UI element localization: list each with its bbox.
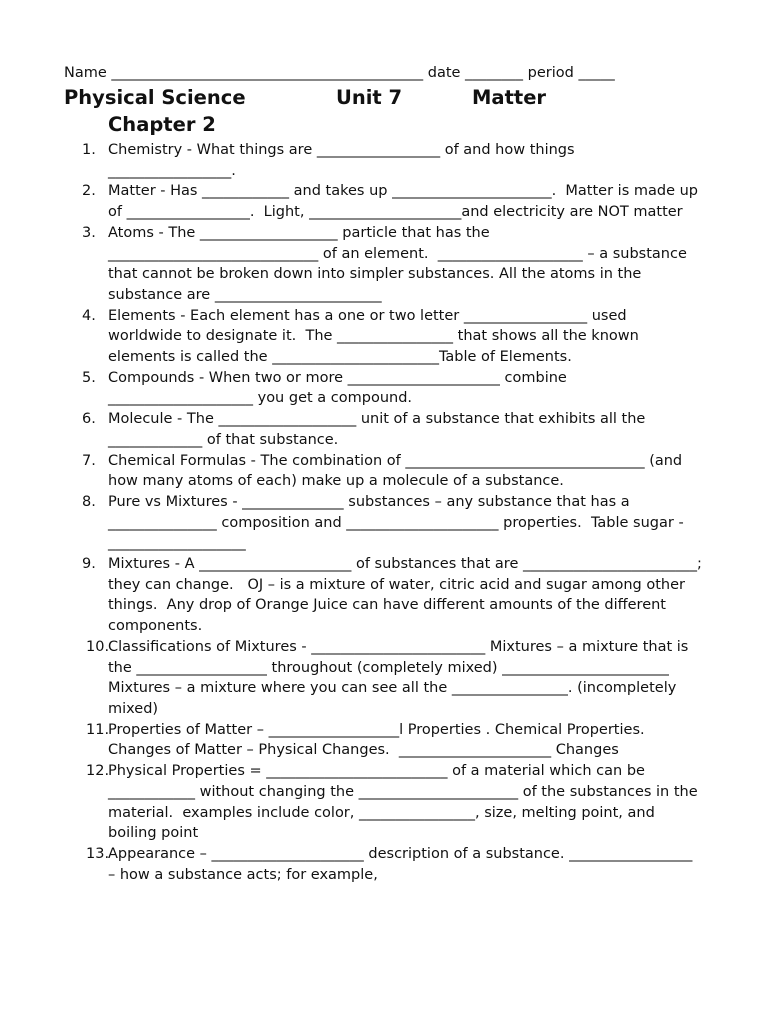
item-text: Matter - Has ____________ and takes up ______________________. Matter is made up of _________________. Light, _____________________and electricity are NOT matter (108, 183, 703, 221)
item-number: 4. (82, 307, 96, 324)
list-item (0, 409, 702, 450)
item-number: 3. (82, 224, 96, 241)
title-row (64, 86, 664, 112)
chapter-title: Chapter 2 (108, 113, 216, 136)
item-number: 11. (86, 721, 110, 738)
list-item (0, 554, 707, 637)
list-item (0, 451, 702, 492)
item-number: 5. (82, 369, 96, 386)
topic-title: Matter (472, 86, 547, 109)
item-number: 12. (86, 763, 110, 780)
item-text: Chemistry - What things are _________________ of and how things _________________. (108, 142, 580, 179)
item-number: 7. (82, 452, 96, 469)
item-text: Chemical Formulas - The combination of _________________________________ (and how many atoms of each) make up a molecule of a substance. (108, 452, 687, 490)
item-text: Elements - Each element has a one or two letter _________________ used worldwide to designate it. The ________________ that shows all the known elements is called the _______________________Table of Elements. (108, 307, 644, 366)
unit-title: Unit 7 (336, 86, 403, 109)
list-item (0, 761, 702, 844)
item-text: Properties of Matter – __________________l Properties . Chemical Properties. Changes of Matter – Physical Changes. _____________________ Changes (108, 721, 654, 759)
item-number: 8. (82, 493, 96, 510)
list-item (0, 140, 702, 181)
list-item (0, 637, 702, 720)
list-item (0, 306, 702, 368)
item-text: Appearance – _____________________ description of a substance. _________________ – how a substance acts; for example, (108, 845, 697, 883)
item-number: 9. (82, 556, 96, 573)
item-number: 13. (86, 845, 110, 862)
item-number: 2. (82, 183, 96, 200)
question-list (0, 140, 770, 885)
list-item (0, 223, 702, 306)
list-item (0, 720, 702, 761)
item-number: 1. (82, 142, 96, 158)
item-text: Mixtures - A _____________________ of substances that are ________________________; they can change. OJ – is a mixture of water, citric acid and sugar among other things. Any drop of Orange Juice can have different amounts of the different components. (108, 556, 707, 635)
item-text: Compounds - When two or more _____________________ combine ____________________ you get a compound. (108, 369, 572, 407)
list-item (0, 181, 702, 222)
list-item (0, 844, 702, 885)
item-number: 10. (86, 638, 110, 655)
item-text: Pure vs Mixtures - ______________ substances – any substance that has a _______________ composition and _____________________ properties. Table sugar - ___________________ (108, 493, 689, 552)
list-item (0, 492, 702, 554)
item-text: Molecule - The ___________________ unit of a substance that exhibits all the _____________ of that substance. (108, 411, 650, 448)
name-date-period-line: Name ___________________________________________ date ________ period _____ (64, 65, 615, 81)
list-item (0, 368, 702, 409)
item-text: Atoms - The ___________________ particle that has the _____________________________ of an element. ____________________ – a substance that cannot be broken down into simpler substances. All the atoms in the substance are _______________________ (108, 224, 692, 303)
item-text: Classifications of Mixtures - ________________________ Mixtures – a mixture that is the __________________ throughout (completely mixed) _______________________ Mixtures – a mixture where you can see all the ________________. (incompletely mixed) (108, 638, 693, 717)
subject-title: Physical Science (64, 86, 246, 109)
item-number: 6. (82, 411, 96, 428)
item-text: Physical Properties = _________________________ of a material which can be ____________ without changing the ______________________ of the substances in the material. examples include color, ________________, size, melting point, and boiling point (108, 763, 703, 842)
